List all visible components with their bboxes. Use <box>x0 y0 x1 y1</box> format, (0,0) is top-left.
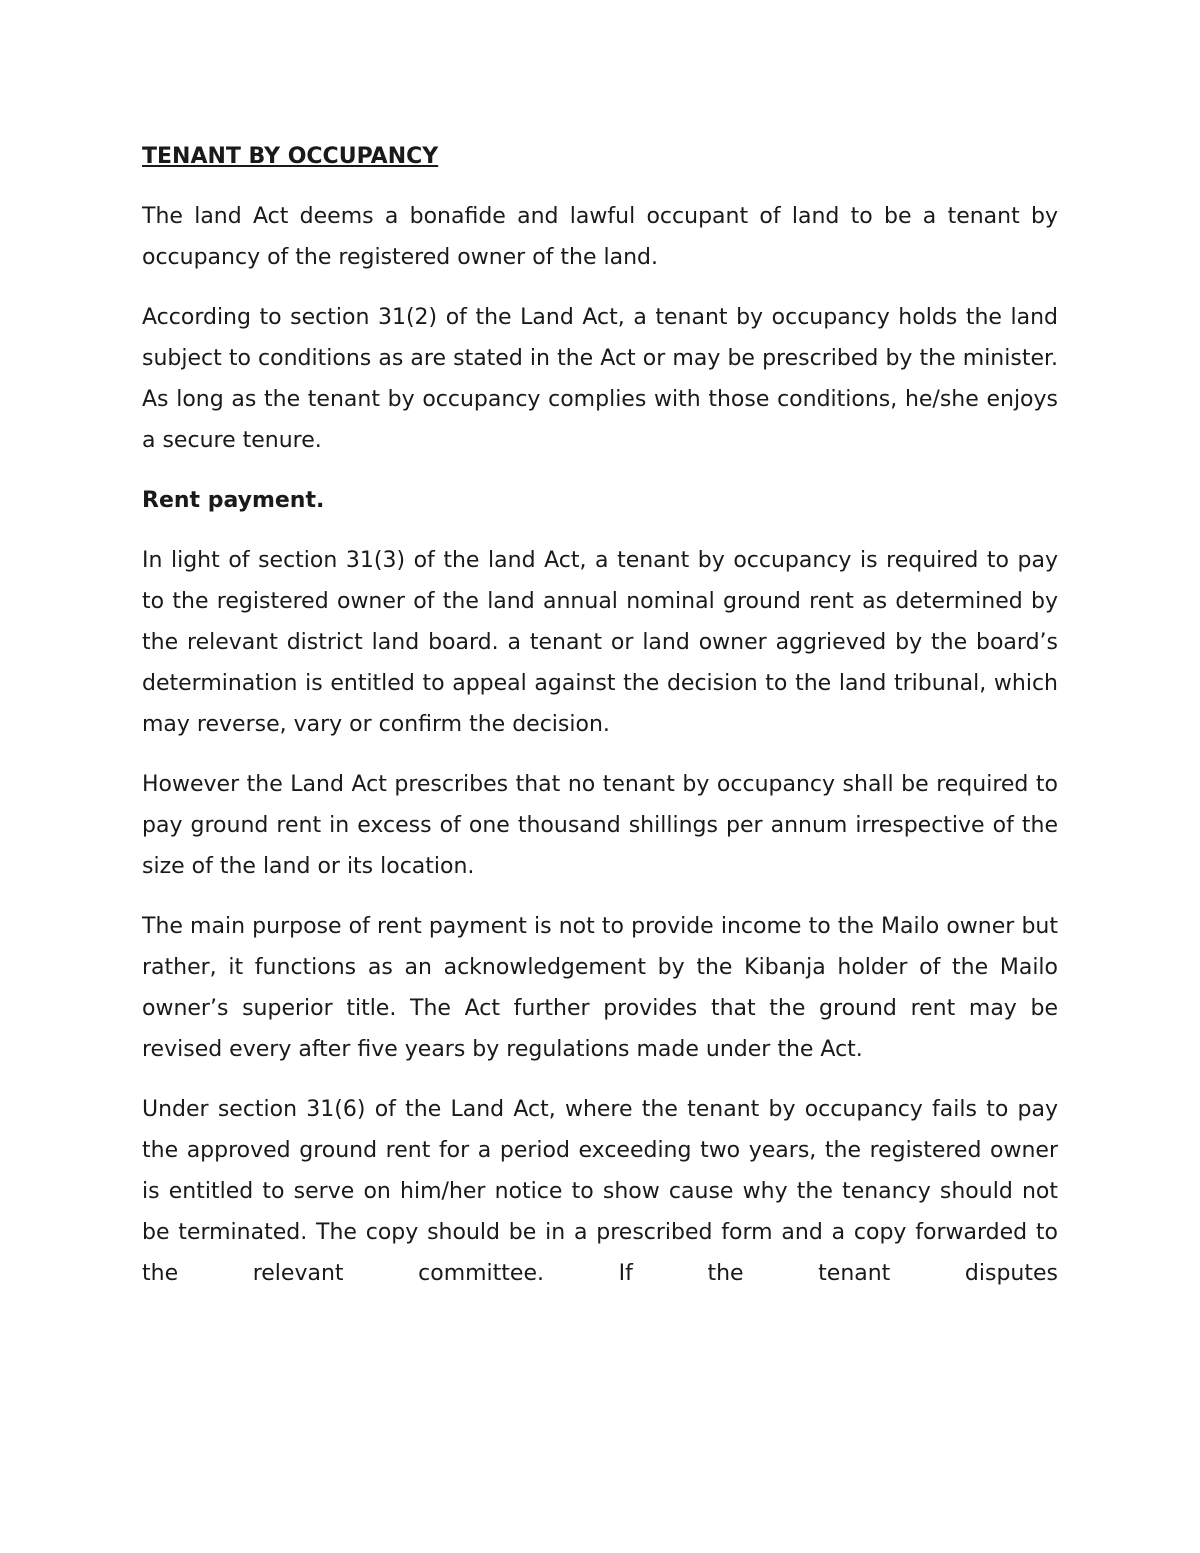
document-page <box>142 136 1058 1313</box>
paragraph-section-31-6: Under section 31(6) of the Land Act, where the tenant by occupancy fails to pay the approved ground rent for a period exceeding two years, the registered owner is entitled to serve on him/her notice to show cause why the tenancy should not be terminated. The copy should be in a prescribed form and a copy forwarded to the relevant committee. If the tenant disputes <box>142 1097 1058 1286</box>
paragraph-tenant-definition: The land Act deems a bonafide and lawful occupant of land to be a tenant by occupancy of the registered owner of the land. <box>142 204 1058 270</box>
paragraph-section-31-2: According to section 31(2) of the Land Act, a tenant by occupancy holds the land subject to conditions as are stated in the Act or may be prescribed by the minister. As long as the tenant by occupancy complies with those conditions, he/she enjoys a secure tenure. <box>142 305 1058 453</box>
section-heading-rent-payment: Rent payment. <box>142 488 325 513</box>
paragraph-rent-limit: However the Land Act prescribes that no tenant by occupancy shall be required to pay ground rent in excess of one thousand shillings per annum irrespective of the size of the land or its location. <box>142 772 1058 879</box>
paragraph-section-31-3: In light of section 31(3) of the land Act, a tenant by occupancy is required to pay to the registered owner of the land annual nominal ground rent as determined by the relevant district land board. a tenant or land owner aggrieved by the board’s determination is entitled to appeal against the decision to the land tribunal, which may reverse, vary or confirm the decision. <box>142 548 1058 737</box>
document-title: TENANT BY OCCUPANCY <box>142 144 439 169</box>
paragraph-rent-purpose: The main purpose of rent payment is not to provide income to the Mailo owner but rather, it functions as an acknowledgement by the Kibanja holder of the Mailo owner’s superior title. The Act further provides that the ground rent may be revised every after five years by regulations made under the Act. <box>142 914 1058 1062</box>
